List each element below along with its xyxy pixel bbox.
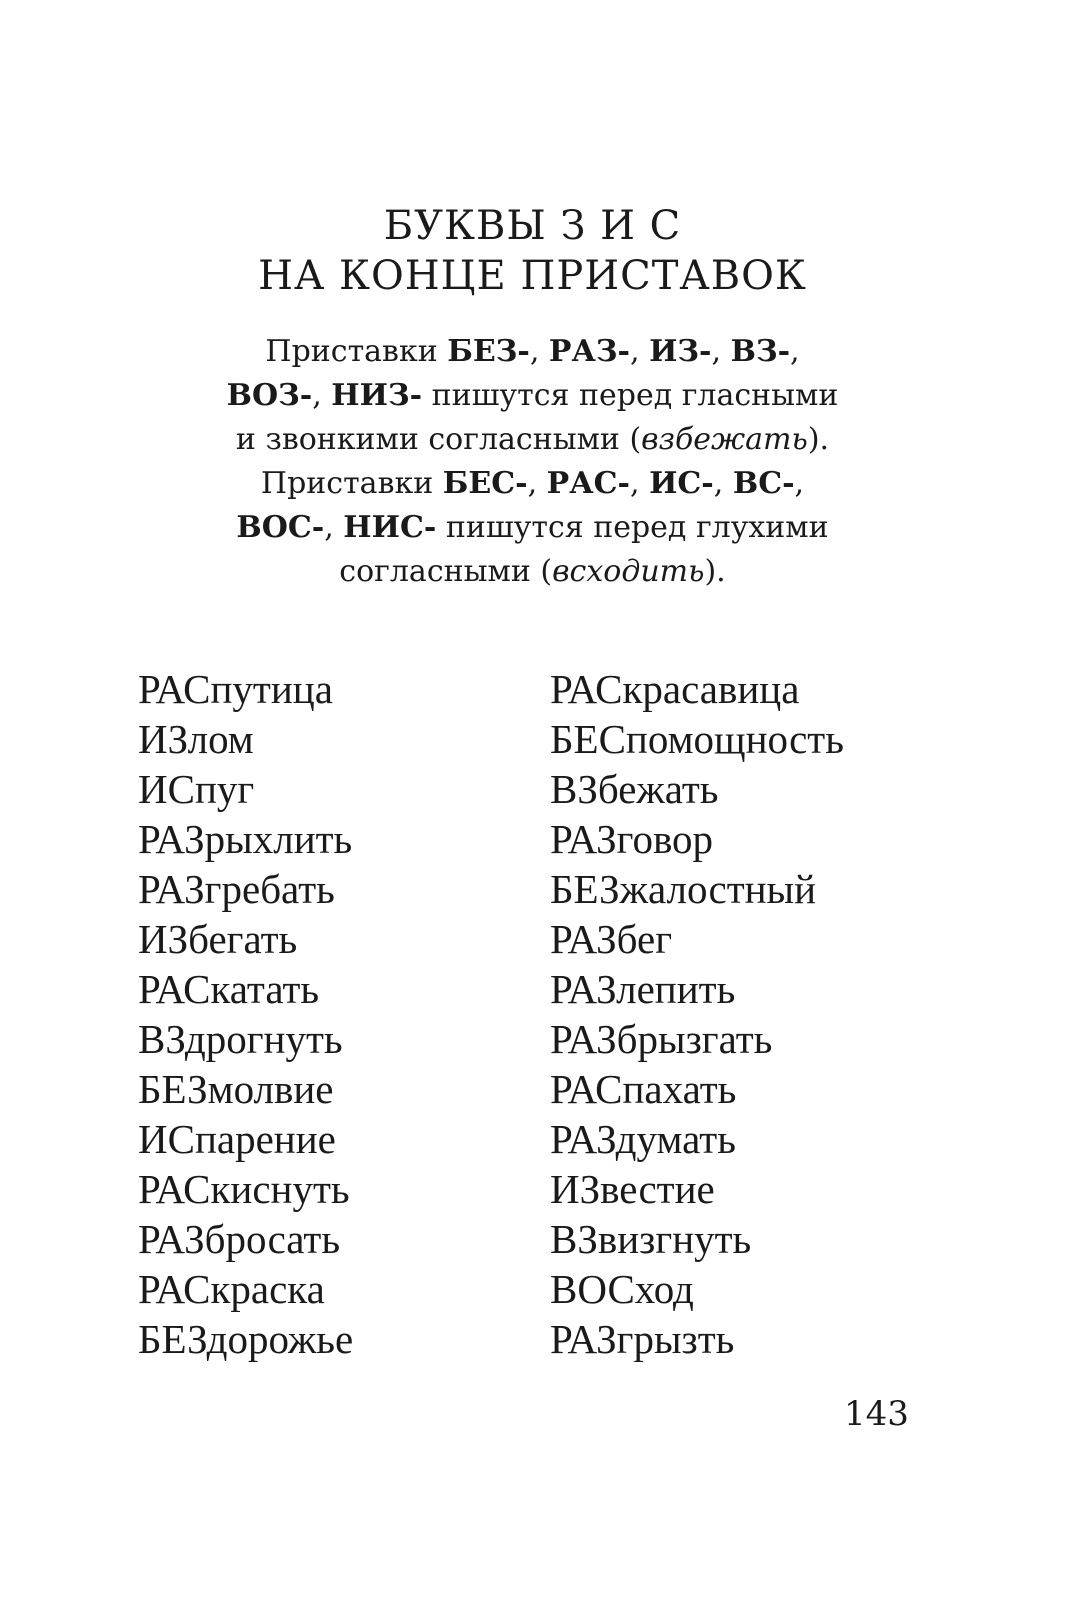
prefix-bold: НИЗ- — [331, 378, 423, 413]
word-item: РАЗлепить — [550, 966, 736, 1012]
prefix-bold: НИС- — [343, 510, 437, 545]
rule-text-fragment: Приставки — [260, 466, 443, 501]
rule-text — [0, 330, 1065, 594]
prefix-bold: ВС- — [732, 466, 795, 501]
word-item: РАСкрасавица — [550, 666, 800, 712]
word-list-right — [550, 664, 844, 1364]
word-item: ИЗвестие — [550, 1166, 715, 1212]
word-item: ИСпарение — [138, 1116, 336, 1162]
prefix-bold: ВЗ- — [730, 334, 791, 369]
rule-text-fragment: , — [312, 378, 332, 413]
page-title-line-1: БУКВЫ З И С — [383, 203, 682, 249]
word-item: БЕЗдорожье — [138, 1316, 354, 1362]
word-item: РАЗбрызгать — [550, 1016, 773, 1062]
word-item: ВЗвизгнуть — [550, 1216, 752, 1262]
rule-text-fragment: пишутся перед гласными — [422, 378, 839, 413]
word-item: РАЗгребать — [138, 866, 335, 912]
rule-text-fragment: , — [713, 466, 733, 501]
word-item: РАЗговор — [550, 816, 714, 862]
word-item: БЕСпомощность — [550, 716, 844, 762]
rule-text-fragment: , — [790, 334, 800, 369]
prefix-bold: ВОС- — [236, 510, 325, 545]
word-item: РАСкатать — [138, 966, 320, 1012]
word-item: ВОСход — [550, 1266, 694, 1312]
word-item: РАЗбег — [550, 916, 673, 962]
prefix-bold: БЕС- — [442, 466, 528, 501]
word-item: РАСкраска — [138, 1266, 325, 1312]
rule-text-fragment: , — [527, 466, 547, 501]
page-title-line-2: НА КОНЦЕ ПРИСТАВОК — [258, 253, 807, 299]
word-item: ИСпуг — [138, 766, 255, 812]
rule-text-fragment: ). — [807, 422, 830, 457]
rule-text-fragment: и звонкими согласными ( — [235, 422, 642, 457]
rule-text-fragment: , — [711, 334, 731, 369]
rule-text-fragment: пишутся перед глухими — [436, 510, 829, 545]
rule-line — [0, 550, 1065, 594]
example-word-italic: взбежать — [641, 422, 808, 457]
word-item: РАЗдумать — [550, 1116, 736, 1162]
word-item: ВЗдрогнуть — [138, 1016, 343, 1062]
word-item: ИЗлом — [138, 716, 254, 762]
page-number: 143 — [844, 1394, 909, 1434]
word-item: РАЗрыхлить — [138, 816, 353, 862]
rule-line — [0, 330, 1065, 374]
rule-text-fragment: , — [630, 466, 650, 501]
rule-line — [0, 418, 1065, 462]
word-item: РАСпутица — [138, 666, 333, 712]
word-item: РАЗбросать — [138, 1216, 341, 1262]
rule-text-fragment: согласными ( — [339, 554, 553, 589]
rule-text-fragment: ). — [704, 554, 726, 589]
rule-line — [0, 506, 1065, 550]
prefix-bold: РАЗ- — [548, 334, 630, 369]
rule-text-fragment: , — [630, 334, 650, 369]
word-item: ИЗбегать — [138, 916, 298, 962]
rule-text-fragment: , — [324, 510, 344, 545]
prefix-bold: ИЗ- — [649, 334, 712, 369]
example-word-italic: всходить — [552, 554, 705, 589]
word-item: РАСкиснуть — [138, 1166, 350, 1212]
rule-text-fragment: Приставки — [265, 334, 448, 369]
prefix-bold: ВОЗ- — [226, 378, 313, 413]
rule-text-fragment: , — [529, 334, 549, 369]
word-item: БЕЗжалостный — [550, 866, 817, 912]
rule-line — [0, 374, 1065, 418]
prefix-bold: БЕЗ- — [447, 334, 530, 369]
word-item: БЕЗмолвие — [138, 1066, 334, 1112]
prefix-bold: РАС- — [546, 466, 630, 501]
word-item: ВЗбежать — [550, 766, 719, 812]
prefix-bold: ИС- — [649, 466, 714, 501]
word-item: РАЗгрызть — [550, 1316, 735, 1362]
word-item: РАСпахать — [550, 1066, 737, 1112]
word-list-left — [138, 664, 353, 1364]
rule-line — [0, 462, 1065, 506]
rule-text-fragment: , — [794, 466, 805, 501]
